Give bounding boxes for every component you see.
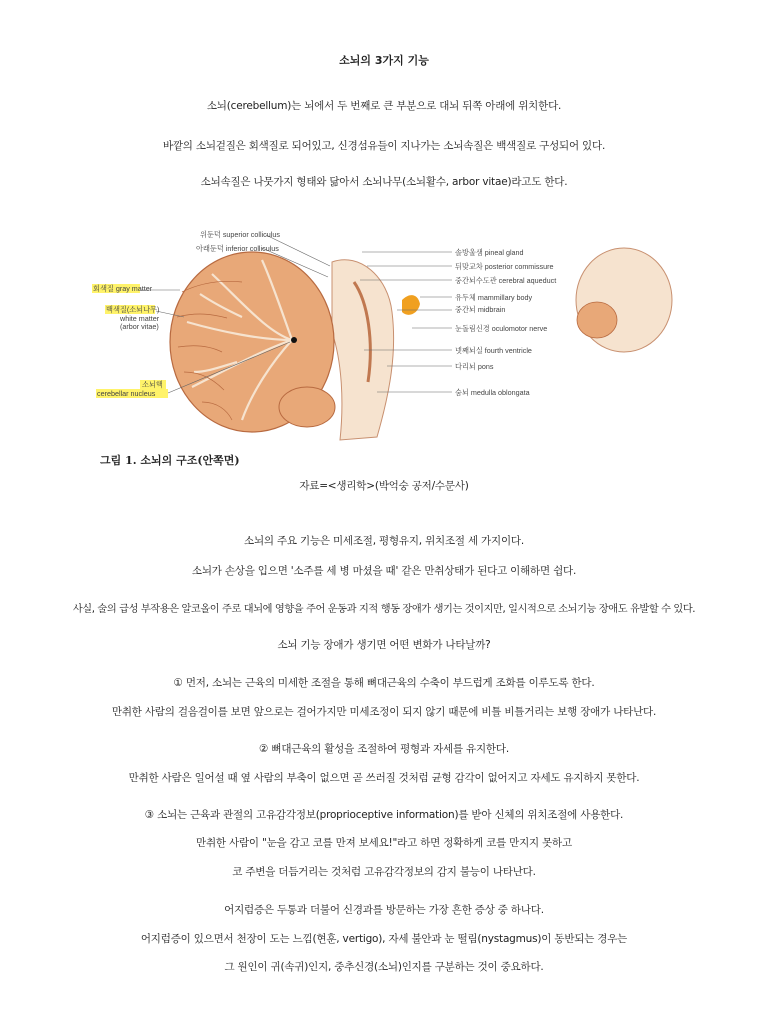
label-nucleus-en: cerebellar nucleus [97,389,156,398]
label-medulla: 숨뇌 medulla oblongata [455,388,530,397]
function-3-example-2: 코 주변을 더듬거리는 것처럼 고유감각정보의 감지 불능이 나타난다. [232,866,536,878]
label-fourth-ventricle: 넷째뇌실 fourth ventricle [455,346,532,355]
tonsil-shape [279,387,335,427]
figure-caption: 그림 1. 소뇌의 구조(안쪽면) [100,454,240,467]
inset-cerebellum [577,302,617,338]
cerebellum-figure [92,222,677,447]
body-question: 소뇌 기능 장애가 생기면 어떤 변화가 나타날까? [277,639,491,651]
label-posterior-commissure: 뒤맞교차 posterior commissure [455,262,554,271]
intro-paragraph-2: 바깥의 소뇌겉질은 회색질로 되어있고, 신경섬유들이 지나가는 소뇌속질은 백색질로 구성되어 있다. [162,140,606,152]
cerebellum-diagram [92,222,677,447]
body-paragraph-3: 사실, 술의 급성 부작용은 알코올이 주로 대뇌에 영향을 주어 운동과 지적 행동 장애가 생기는 것이지만, 일시적으로 소뇌기능 장애도 유발할 수 있다. [72,604,696,615]
mammillary-shape [402,295,420,315]
label-white-matter-ko: 백색질(소뇌나무) [106,305,160,314]
function-2-example: 만취한 사람은 일어설 때 옆 사람의 부축이 없으면 곧 쓰러질 것처럼 균형 감각이 없어지고 자세도 유지하지 못한다. [128,772,640,784]
function-3: ③ 소뇌는 근육과 관절의 고유감각정보(proprioceptive information)를 받아 신체의 위치조절에 사용한다. [144,809,624,821]
label-inferior-colliculus: 아래둔덕 inferior colliculus [196,244,279,253]
label-pons: 다리뇌 pons [455,362,494,371]
function-1-example: 만취한 사람의 걸음걸이를 보면 앞으로는 걸어가지만 미세조정이 되지 않기 때문에 비틀 비틀거리는 보행 장애가 나타난다. [111,706,657,718]
function-3-example-1: 만취한 사람이 "눈을 감고 코를 만져 보세요!"라고 하면 정확하게 코를 만지지 못하고 [196,837,572,849]
label-nucleus-ko: 소뇌핵 [142,380,163,389]
nucleus-dot [291,337,297,343]
label-arbor-vitae: (arbor vitae) [120,322,159,331]
label-midbrain: 중간뇌 midbrain [455,305,506,314]
intro-paragraph-3: 소뇌속질은 나뭇가지 형태와 닮아서 소뇌나무(소뇌활수, arbor vitae)라고도 한다. [200,176,568,188]
label-mammillary: 유두체 mammillary body [455,293,533,302]
label-aqueduct: 중간뇌수도관 cerebral aqueduct [455,276,557,285]
page-title: 소뇌의 3가지 기능 [339,54,429,67]
label-white-matter-en: white matter [120,314,160,323]
dizziness-paragraph-2: 어지럼증이 있으면서 천장이 도는 느낌(현훈, vertigo), 자세 불안과 눈 떨림(nystagmus)이 동반되는 경우는 [140,933,628,945]
label-oculomotor: 눈돌림신경 oculomotor nerve [455,324,548,333]
label-pineal: 솔방울샘 pineal gland [455,248,524,257]
body-paragraph-1: 소뇌의 주요 기능은 미세조절, 평형유지, 위치조절 세 가지이다. [244,535,524,547]
function-1: ① 먼저, 소뇌는 근육의 미세한 조절을 통해 뼈대근육의 수축이 부드럽게 조화를 이루도록 한다. [173,677,595,689]
label-gray-matter: 회색질 gray matter [93,284,153,293]
body-paragraph-2: 소뇌가 손상을 입으면 '소주를 세 병 마셨을 때' 같은 만취상태가 된다고 이해하면 쉽다. [191,565,577,577]
label-superior-colliculus: 위둔덕 superior colliculus [200,230,280,239]
figure-source: 자료=<생리학>(박억숭 공저/수문사) [299,480,469,492]
dizziness-paragraph-1: 어지럼증은 두통과 더불어 신경과를 방문하는 가장 흔한 증상 중 하나다. [224,904,544,916]
intro-paragraph-1: 소뇌(cerebellum)는 뇌에서 두 번째로 큰 부분으로 대뇌 뒤쪽 아래에 위치한다. [206,100,562,112]
dizziness-paragraph-3: 그 원인이 귀(속귀)인지, 중추신경(소뇌)인지를 구분하는 것이 중요하다. [224,961,544,973]
function-2: ② 뼈대근육의 활성을 조절하여 평형과 자세를 유지한다. [259,743,509,755]
